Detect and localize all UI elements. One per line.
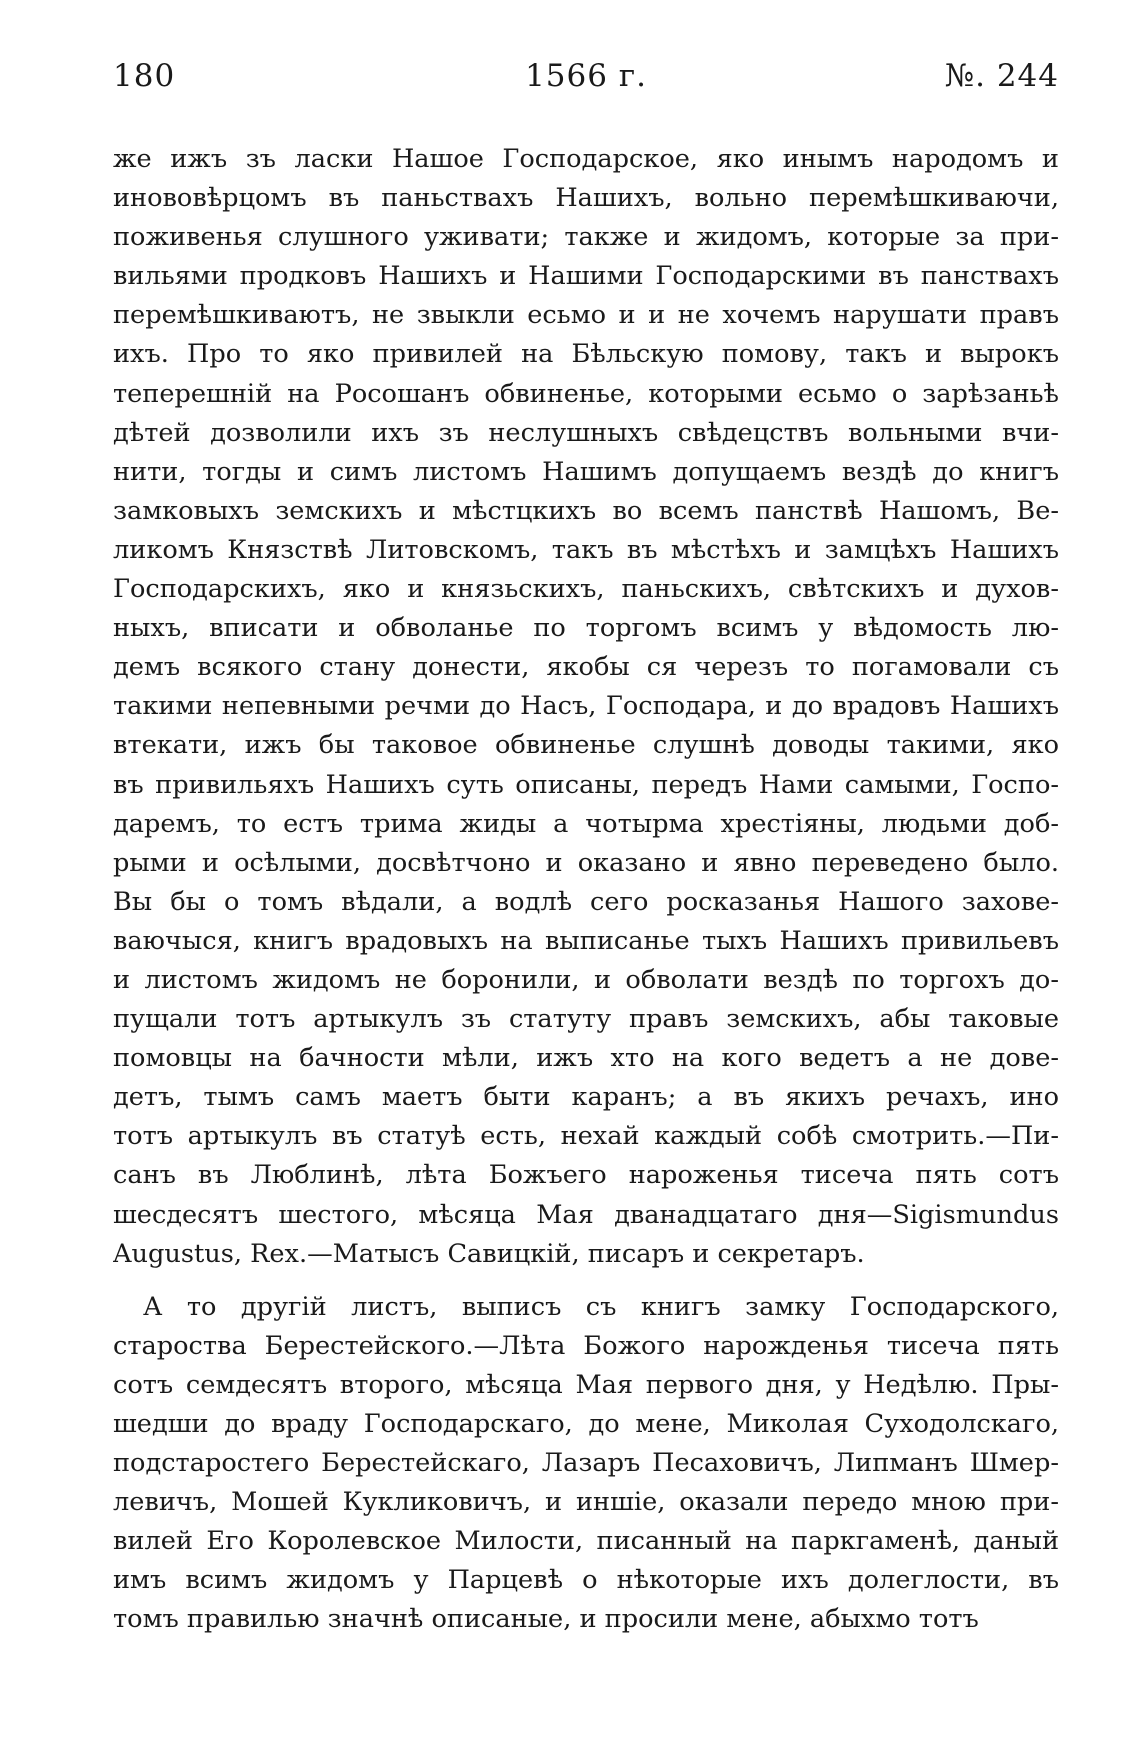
text-line: тотъ артыкулъ въ статуѣ есть, нехай каждый собѣ смотрить.—Пи- — [113, 1121, 1059, 1152]
text-line: сотъ семдесятъ второго, мѣсяца Мая первого дня, у Недѣлю. Пры- — [113, 1369, 1059, 1400]
paragraph — [113, 140, 1059, 1274]
text-line: левичъ, Мошей Кукликовичъ, и иншiе, оказали передо мною при- — [113, 1487, 1059, 1518]
text-line: такими непевными речми до Насъ, Господара, и до врадовъ Нашихъ — [113, 691, 1059, 722]
text-line: ликомъ Князствѣ Литовскомъ, такъ въ мѣстѣхъ и замцѣхъ Нашихъ — [113, 534, 1059, 565]
text-line: ныхъ, вписати и обволанье по торгомъ всимъ у вѣдомость лю- — [113, 613, 1059, 644]
text-line: вильями продковъ Нашихъ и Нашими Господарскими въ панствахъ — [113, 261, 1059, 292]
text-line: пущали тотъ артыкулъ зъ статуту правъ земскихъ, абы таковые — [113, 1004, 1059, 1035]
page-number: 180 — [113, 58, 176, 94]
text-line: замковыхъ земскихъ и мѣстцкихъ во всемъ панствѣ Нашомъ, Ве- — [113, 495, 1059, 526]
text-line: втекати, ижъ бы таковое обвиненье слушнѣ доводы такими, яко — [113, 730, 1059, 761]
text-line: инововѣрцомъ въ паньствахъ Нашихъ, вольно перемѣшкиваючи, — [113, 183, 1059, 214]
paragraph — [113, 1288, 1059, 1640]
text-line: же ижъ зъ ласки Нашое Господарское, яко инымъ народомъ и — [113, 144, 1059, 174]
text-line: ихъ. Про то яко привилей на Бѣльскую помову, такъ и вырокъ — [113, 339, 1059, 370]
body-text — [113, 140, 1059, 1640]
text-line: шедши до враду Господарскаго, до мене, Миколая Суходолскаго, — [113, 1409, 1059, 1439]
text-line: ваючыся, книгъ врадовыхъ на выписанье тыхъ Нашихъ привильевъ — [113, 925, 1059, 956]
document-number: №. 244 — [944, 58, 1059, 94]
text-line: поживенья слушного уживати; также и жидомъ, которые за при- — [113, 222, 1059, 253]
text-line: и листомъ жидомъ не боронили, и обволати вездѣ по торгохъ до- — [113, 964, 1059, 995]
text-line: нити, тогды и симъ листомъ Нашимъ допущаемъ вездѣ до книгъ — [113, 456, 1059, 487]
text-line: Augustus, Rex.—Матысъ Савицкiй, писаръ и секретаръ. — [113, 1238, 865, 1269]
text-line: санъ въ Люблинѣ, лѣта Божъего нароженья тисеча пять сотъ — [113, 1160, 1059, 1191]
running-title-year: 1566 г. — [525, 58, 647, 94]
text-line: даремъ, то естъ трима жиды а чотырма хрестiяны, людьми доб- — [113, 808, 1059, 839]
text-line: помовцы на бачности мѣли, ижъ хто на кого ведетъ а не дове- — [113, 1043, 1059, 1074]
text-line: теперешнiй на Росошанъ обвиненье, которыми есьмо о зарѣзаньѣ — [113, 378, 1059, 409]
text-line: Вы бы о томъ вѣдали, а водлѣ сего росказанья Нашого захове- — [113, 886, 1059, 917]
paragraph-gap — [113, 1274, 1059, 1288]
text-line: въ привильяхъ Нашихъ суть описаны, передъ Нами самыми, Госпо- — [113, 769, 1059, 800]
text-line: томъ правилью значнѣ описаные, и просили мене, абыхмо тотъ — [113, 1604, 979, 1635]
text-line: перемѣшкиваютъ, не звыкли есьмо и и не хочемъ нарушати правъ — [113, 300, 1059, 331]
text-line: подстаростего Берестейскаго, Лазаръ Песаховичъ, Липманъ Шмер- — [113, 1448, 1059, 1479]
text-line: детъ, тымъ самъ маетъ быти каранъ; а въ якихъ речахъ, ино — [113, 1082, 1059, 1113]
page-header — [113, 58, 1059, 98]
text-line: дѣтей дозволили ихъ зъ неслушныхъ свѣдецствъ вольными вчи- — [113, 417, 1059, 448]
text-line: демъ всякого стану донести, якобы ся черезъ то погамовали съ — [113, 652, 1059, 683]
text-line: рыми и осѣлыми, досвѣтчоно и оказано и явно переведено было. — [113, 847, 1059, 878]
text-line: имъ всимъ жидомъ у Парцевѣ о нѣкоторые ихъ долеглости, въ — [113, 1565, 1059, 1596]
text-line: Господарскихъ, яко и князьскихъ, паньскихъ, свѣтскихъ и духов- — [113, 574, 1059, 605]
text-line: шесдесятъ шестого, мѣсяца Мая дванадцатаго дня—Sigismundus — [113, 1199, 1059, 1230]
text-line: А то другiй листъ, выписъ съ книгъ замку Господарского, — [143, 1291, 1059, 1322]
text-line: староства Берестейского.—Лѣта Божого нарожденья тисеча пять — [113, 1330, 1059, 1361]
text-line: вилей Его Королевское Милости, писанный на паркгаменѣ, даный — [113, 1526, 1059, 1557]
